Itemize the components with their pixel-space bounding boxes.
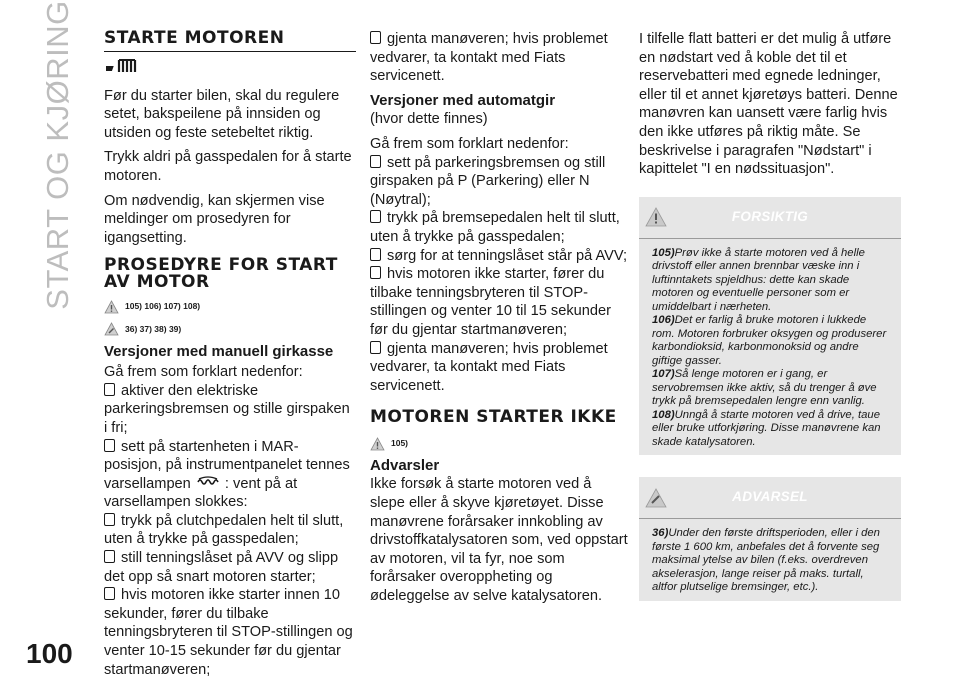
page-number: 100 <box>26 638 73 669</box>
column-1 <box>104 30 356 678</box>
caution-108: 108)Unngå å starte motoren ved å drive, taue eller bruke utforkjøring. Disse manøvrene kan skade katalysatoren. <box>652 408 881 448</box>
manual-step-1: aktiver den elektriske parkeringsbremsen og stille girspaken i fri; <box>104 382 356 438</box>
intro-paragraph-1: Før du starter bilen, skal du regulere setet, bakspeilene på innsiden og utsiden og feste setebeltet riktig. <box>104 87 340 141</box>
section-title-motoren-starter-ikke: MOTOREN STARTER IKKE <box>370 407 617 428</box>
warning-triangle-icon <box>104 300 119 314</box>
manual-step-2-text-b: : vent på at varsellampen slokkes: <box>104 475 298 511</box>
section-title-prosedyre: PROSEDYRE FOR START AV MOTOR <box>104 255 338 293</box>
nodstart-intro: I tilfelle flatt batteri er det mulig å utføre en nødstart ved å koble det til et reservebatteri med egnede ledninger, eller til et annet kjøretøys batteri. Denne manøvren kan uansett være farlig hvis den ikke utføres på riktig måte. Se beskrivelse i paragrafen "Nødstart" i kapittelet "I en nødssituasjon". <box>639 31 898 178</box>
manual-step-3: trykk på clutchpedalen helt til slutt, uten å trykke på gasspedalen; <box>104 512 356 549</box>
auto-intro: Gå frem som forklart nedenfor: <box>370 135 569 152</box>
caution-refs-row <box>104 297 356 316</box>
caution-box-title: FORSIKTIG <box>731 208 809 224</box>
glow-plug-icon <box>195 476 221 490</box>
wrench-warning-icon <box>104 322 119 336</box>
nostart-ref-row <box>370 434 630 453</box>
warning-triangle-icon <box>370 437 385 451</box>
auto-step-1: sett på parkeringsbremsen og still girspaken på P (Parkering) eller N (Nøytral); <box>370 154 630 210</box>
advarsel-box-header <box>639 477 901 519</box>
advarsler-heading: Advarsler <box>370 456 440 474</box>
advarsel-box <box>639 477 901 601</box>
caution-105: 105)Prøv ikke å starte motoren ved å helle drivstoff eller annen brennbar væske inn i luftinntakets spjeldhus: dette kan skade motoren og eventuelle personer som er umiddelbart i nærheten. <box>652 246 865 313</box>
auto-step-5: gjenta manøveren; hvis problemet vedvarer, ta kontakt med Fiats servicenett. <box>370 340 630 396</box>
advarsel-box-body <box>639 519 901 601</box>
manual-heading: Versjoner med manuell girkasse <box>104 342 334 360</box>
caution-106: 106)Det er farlig å bruke motoren i lukkede rom. Motoren forbruker oksygen og produserer karbondioksid, karbonmonoksid og andre giftige gasser. <box>652 314 887 367</box>
caution-box-header <box>639 197 901 239</box>
warning-refs: 36) 37) 38) 39) <box>125 323 182 334</box>
manual-step-2-text-a: sett på startenheten i MAR-posisjon, på instrumentpanelet tennes varsellampen <box>104 438 350 492</box>
manual-intro: Gå frem som forklart nedenfor: <box>104 364 303 381</box>
advarsler-text: Ikke forsøk å starte motoren ved å slepe eller å skyve kjøretøyet. Disse manøvrene forårsaker innkobling av drivstoffkatalysatoren som, ved oppstart av motoren, vil ta fyr, noe som forårsaker overoppheting og ødeleggelse av selve katalysatoren. <box>370 476 628 605</box>
nostart-ref: 105) <box>391 438 409 449</box>
chapter-label-text: START OG KJØRING <box>40 0 75 310</box>
warning-36: 36)Under den første driftsperioden, eller i den første 1 600 km, anbefales det å forvente seg maksimal ytelse av bilen (f.eks. overdreven akselerasjon, lange reiser på maks. turtall, altfor plutselige bremsinger, etc.). <box>652 527 880 594</box>
chapter-side-label <box>28 0 88 310</box>
caution-box <box>639 197 901 456</box>
version-icon-row <box>106 57 356 81</box>
auto-heading: Versjoner med automatgir <box>370 91 556 109</box>
car-variant-icon <box>106 57 142 75</box>
column-2 <box>370 30 630 606</box>
section-title-starte-motoren: STARTE MOTOREN <box>104 30 356 52</box>
auto-step-4: hvis motoren ikke starter, fører du tilbake tenningsbryteren til STOP-stillingen og venter 10 til 15 sekunder før du gjentar startmanøveren; <box>370 265 630 339</box>
manual-step-6: gjenta manøveren; hvis problemet vedvarer, ta kontakt med Fiats servicenett. <box>370 30 630 86</box>
intro-paragraph-2: Trykk aldri på gasspedalen for å starte motoren. <box>104 149 352 184</box>
manual-step-5: hvis motoren ikke starter innen 10 sekunder, fører du tilbake tenningsbryteren til STOP-stillingen og venter 10-15 sekunder før du gjentar startmanøveren; <box>104 586 356 678</box>
manual-step-4: still tenningslåset på AVV og slipp det opp så snart motoren starter; <box>104 549 356 586</box>
intro-paragraph-3: Om nødvendig, kan skjermen vise meldinger om prosedyren for igangsetting. <box>104 192 325 246</box>
warning-refs-row <box>104 320 356 339</box>
advarsel-box-title: ADVARSEL <box>732 489 808 505</box>
auto-subheading: (hvor dette finnes) <box>370 111 488 128</box>
column-3 <box>639 30 901 623</box>
caution-107: 107)Så lenge motoren er i gang, er servobremsen ikke aktiv, så du trenger å øve trykk på bremsepedalen lengre enn vanlig. <box>652 368 877 408</box>
manual-step-2 <box>104 438 356 512</box>
caution-refs: 105) 106) 107) 108) <box>125 301 201 312</box>
auto-step-2: trykk på bremsepedalen helt til slutt, uten å trykke på gasspedalen; <box>370 209 630 246</box>
auto-step-3: sørg for at tenningslåset står på AVV; <box>370 247 630 266</box>
caution-box-body <box>639 239 901 456</box>
